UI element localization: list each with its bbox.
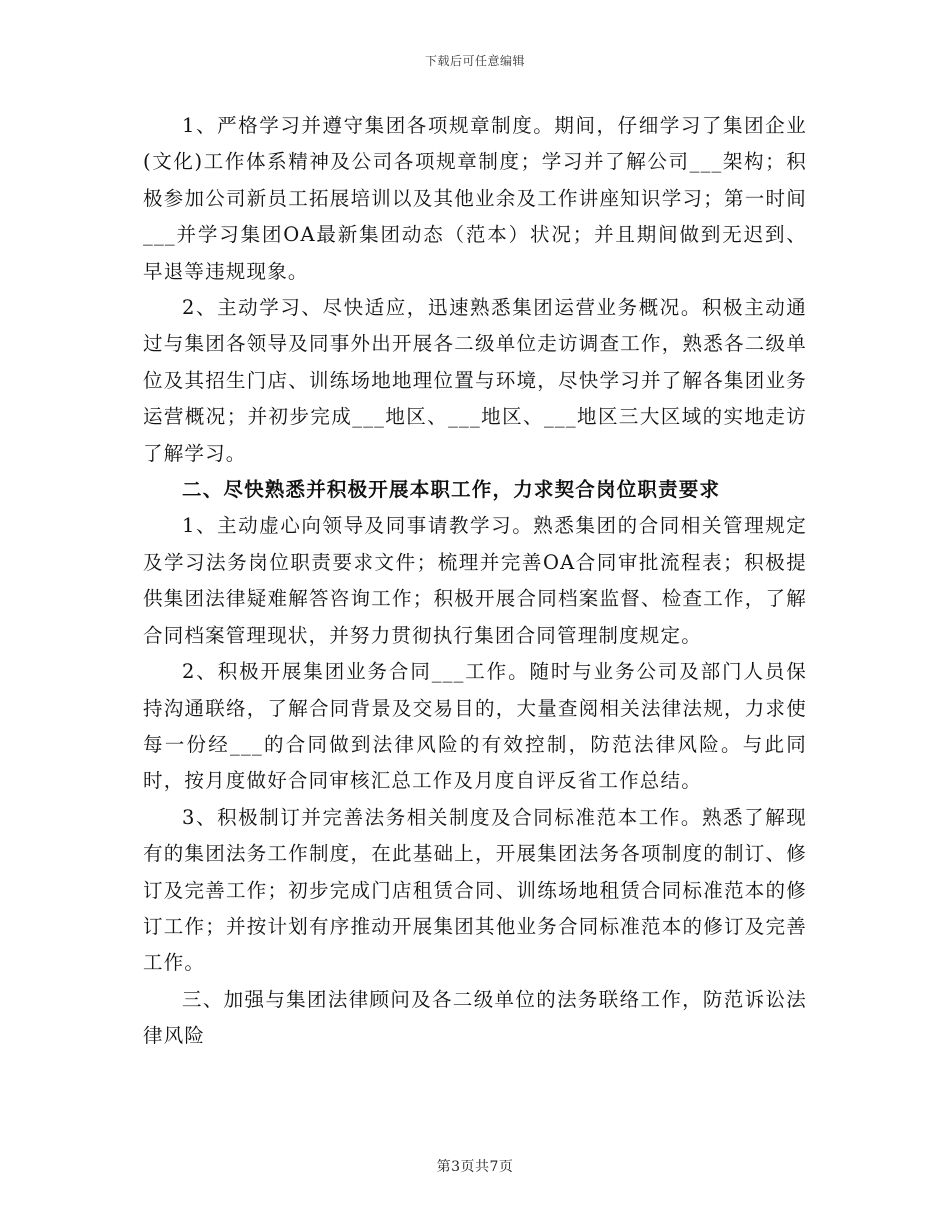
page-footer: 第3页共7页: [436, 1159, 514, 1175]
page-header: 下载后可任意编辑: [424, 54, 525, 68]
document-body: [143, 108, 807, 1055]
paragraph-1: 1、严格学习并遵守集团各项规章制度。期间，仔细学习了集团企业(文化)工作体系精神及公司各项规章制度；学习并了解公司___架构；积极参加公司新员工拓展培训以及其他业余及工作讲座知识学习；第一时间___并学习集团OA最新集团动态（范本）状况；并且期间做到无迟到、早退等违规现象。: [143, 114, 807, 283]
paragraph-3: 1、主动虚心向领导及同事请教学习。熟悉集团的合同相关管理规定及学习法务岗位职责要求文件；梳理并完善OA合同审批流程表；积极提供集团法律疑难解答咨询工作；积极开展合同档案监督、检查工作，了解合同档案管理现状，并努力贯彻执行集团合同管理制度规定。: [143, 514, 807, 647]
paragraph-5: 3、积极制订并完善法务相关制度及合同标准范本工作。熟悉了解现有的集团法务工作制度，在此基础上，开展集团法务各项制度的制订、修订及完善工作；初步完成门店租赁合同、训练场地租赁合同标准范本的修订工作；并按计划有序推动开展集团其他业务合同标准范本的修订及完善工作。: [143, 805, 807, 975]
paragraph-2: 2、主动学习、尽快适应，迅速熟悉集团运营业务概况。积极主动通过与集团各领导及同事外出开展各二级单位走访调查工作，熟悉各二级单位及其招生门店、训练场地地理位置与环境，尽快学习并了解各集团业务运营概况；并初步完成___地区、___地区、___地区三大区域的实地走访了解学习。: [143, 296, 807, 465]
section-heading-2: 二、尽快熟悉并积极开展本职工作，力求契合岗位职责要求: [182, 478, 721, 502]
section-heading-3: 三、加强与集团法律顾问及各二级单位的法务联络工作，防范诉讼法律风险: [143, 987, 807, 1048]
paragraph-4: 2、积极开展集团业务合同___工作。随时与业务公司及部门人员保持沟通联络，了解合同背景及交易目的，大量查阅相关法律法规，力求使每一份经___的合同做到法律风险的有效控制，防范法律风险。与此同时，按月度做好合同审核汇总工作及月度自评反省工作总结。: [143, 660, 807, 793]
